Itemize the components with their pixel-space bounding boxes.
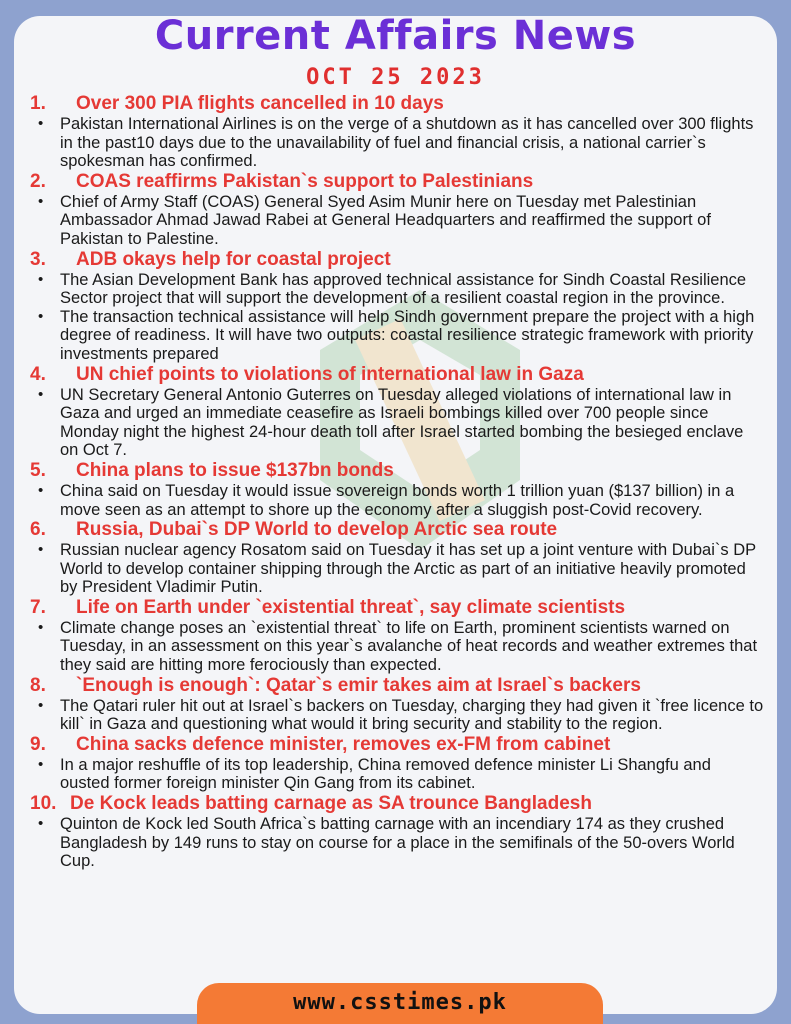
news-item	[30, 93, 765, 171]
news-bullet-text: Quinton de Kock led South Africa`s batting carnage with an incendiary 174 as they crushed Bangladesh by 149 runs to stay on course for a place in the semifinals of the 50-overs World Cup.	[60, 815, 735, 871]
news-bullet	[30, 386, 765, 460]
news-bullets	[30, 482, 765, 519]
news-bullets	[30, 815, 765, 871]
news-number: 1.	[30, 93, 46, 114]
news-headline	[30, 93, 765, 115]
bullet-icon: •	[38, 307, 44, 325]
website-link[interactable]: www.csstimes.pk	[197, 983, 603, 1024]
news-bullets	[30, 386, 765, 460]
bullet-icon: •	[38, 270, 44, 288]
news-headline-text: China plans to issue $137bn bonds	[76, 459, 394, 481]
news-headline	[30, 793, 765, 815]
news-bullet	[30, 541, 765, 597]
news-number: 7.	[30, 596, 46, 618]
news-bullet	[30, 619, 765, 675]
news-headline	[30, 171, 765, 193]
news-bullet-text: The transaction technical assistance will help Sindh government prepare the project with a high degree of readiness. It will have two outputs: coastal resilience strategic framework with priority investments prepared	[60, 307, 755, 363]
news-item	[30, 793, 765, 871]
news-bullet-text: China said on Tuesday it would issue sovereign bonds worth 1 trillion yuan ($137 billion) in a move seen as an attempt to shore up the economy after a sluggish post-Covid recovery.	[60, 481, 735, 519]
news-bullet	[30, 193, 765, 249]
news-number: 9.	[30, 733, 46, 755]
news-bullets	[30, 756, 765, 793]
news-headline	[30, 675, 765, 697]
news-bullets	[30, 271, 765, 364]
news-item	[30, 249, 765, 364]
bullet-icon: •	[38, 192, 44, 210]
news-bullet	[30, 115, 765, 171]
bullet-icon: •	[38, 115, 44, 132]
bullet-icon: •	[38, 815, 44, 833]
news-headline-text: COAS reaffirms Pakistan`s support to Palestinians	[76, 170, 534, 192]
news-item	[30, 460, 765, 519]
news-headline-text: China sacks defence minister, removes ex-FM from cabinet	[76, 733, 611, 755]
news-bullets	[30, 541, 765, 597]
news-bullet	[30, 697, 765, 734]
news-bullet-text: Climate change poses an `existential threat` to life on Earth, prominent scientists warned on Tuesday, in an assessment on this year`s avalanche of heat records and weather extremes that they said are hitting more ferociously than expected.	[60, 618, 758, 675]
news-item	[30, 364, 765, 460]
news-number: 2.	[30, 170, 46, 192]
bullet-icon: •	[38, 618, 44, 636]
news-headline-text: Russia, Dubai`s DP World to develop Arctic sea route	[76, 519, 558, 541]
news-headline	[30, 519, 765, 541]
bullet-icon: •	[38, 481, 44, 499]
news-number: 8.	[30, 674, 46, 696]
news-headline	[30, 460, 765, 482]
news-bullet-text: Pakistan International Airlines is on the verge of a shutdown as it has cancelled over 300 flights in the past10 days due to the unavailability of fuel and financial crisis, a national carrier`s spokesman has confirmed.	[60, 115, 754, 171]
news-headline	[30, 249, 765, 271]
news-number: 4.	[30, 363, 46, 385]
news-headline	[30, 734, 765, 756]
news-item	[30, 734, 765, 793]
news-headline-text: Life on Earth under `existential threat`, say climate scientists	[76, 596, 626, 618]
news-bullet-text: Chief of Army Staff (COAS) General Syed Asim Munir here on Tuesday met Palestinian Ambassador Ahmad Jawad Rabei at General Headquarters and reaffirmed the support of Pakistan to Palestine.	[60, 192, 711, 248]
news-bullet-text: The Qatari ruler hit out at Israel`s backers on Tuesday, charging they had given it `free licence to kill` in Gaza and questioning what would it bring security and stability to the region.	[60, 696, 764, 734]
news-headline	[30, 597, 765, 619]
news-item	[30, 519, 765, 597]
news-number: 6.	[30, 519, 46, 541]
news-headline-text: ADB okays help for coastal project	[76, 248, 391, 270]
news-bullet-text: In a major reshuffle of its top leadership, China removed defence minister Li Shangfu and ousted former foreign minister Qin Gang from its cabinet.	[60, 755, 711, 793]
bullet-icon: •	[38, 755, 44, 773]
news-bullet	[30, 815, 765, 871]
news-bullet-text: UN Secretary General Antonio Guterres on Tuesday alleged violations of international law in Gaza and urged an immediate ceasefire as Israeli bombings killed over 700 people since Monday night the highest 24-hour death toll after Israel started bombing the besieged enclave on Oct 7.	[60, 385, 744, 460]
news-bullets	[30, 115, 765, 171]
news-number: 3.	[30, 248, 46, 270]
bullet-icon: •	[38, 541, 44, 559]
page-title: Current Affairs News	[154, 13, 637, 59]
news-bullet-text: Russian nuclear agency Rosatom said on Tuesday it has set up a joint venture with Dubai`s DP World to develop container shipping through the Arctic as part of an initiative heavily promoted by President Vladimir Putin.	[60, 541, 756, 597]
bullet-icon: •	[38, 696, 44, 714]
news-bullets	[30, 697, 765, 734]
news-bullets	[30, 619, 765, 675]
news-bullet-text: The Asian Development Bank has approved technical assistance for Sindh Coastal Resilience Sector project that will support the development of a resilient coastal region in the province.	[60, 270, 747, 308]
news-bullet	[30, 308, 765, 364]
bullet-icon: •	[38, 385, 44, 403]
news-item	[30, 597, 765, 675]
page-date: OCT 25 2023	[306, 65, 485, 90]
news-number: 5.	[30, 459, 46, 481]
news-bullet	[30, 482, 765, 519]
news-item	[30, 675, 765, 734]
news-bullet	[30, 271, 765, 308]
news-item	[30, 171, 765, 249]
news-headline-text: Over 300 PIA flights cancelled in 10 days	[76, 93, 444, 114]
news-bullet	[30, 756, 765, 793]
news-headline-text: De Kock leads batting carnage as SA trounce Bangladesh	[70, 793, 592, 815]
news-list	[30, 93, 765, 871]
news-headline-text: `Enough is enough`: Qatar`s emir takes aim at Israel`s backers	[76, 674, 641, 696]
news-headline-text: UN chief points to violations of international law in Gaza	[76, 363, 584, 385]
news-headline	[30, 364, 765, 386]
news-bullets	[30, 193, 765, 249]
news-number: 10.	[30, 793, 57, 815]
